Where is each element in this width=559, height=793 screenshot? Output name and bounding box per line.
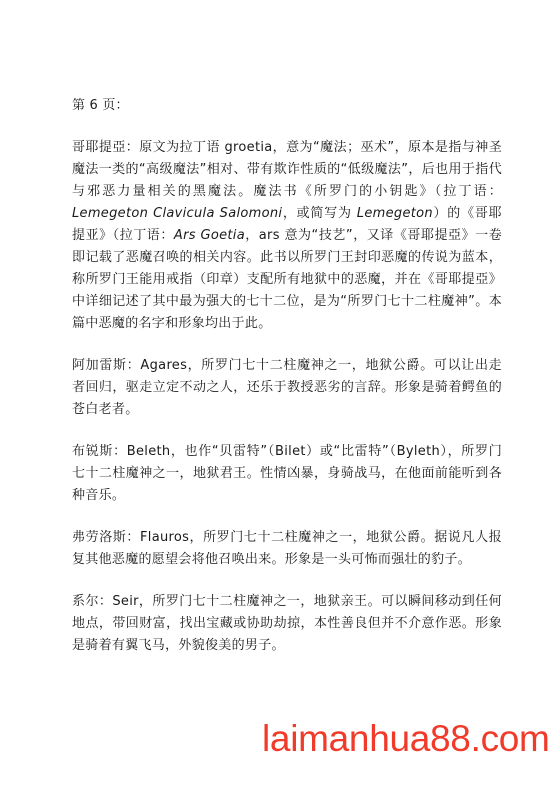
glossary-entry — [72, 527, 502, 571]
entry-text: ，或简写为 — [282, 206, 357, 221]
entry-text: 哥耶提亞：原文为拉丁语 groetia，意为“魔法；巫术”，原本是指与神圣魔法一类的“高级魔法”相对、带有欺诈性质的“低级魔法”，后也用于指代与邪恶力量相关的黑魔法。魔法书《所罗门的小钥匙》（拉丁语： — [72, 140, 502, 199]
glossary-entry — [72, 355, 502, 421]
latin-term: Ars Goetia — [173, 228, 245, 243]
document-page — [72, 95, 502, 677]
latin-term: Lemegeton Clavicula Salomoni — [72, 206, 283, 221]
entry-text: 阿加雷斯：Agares，所罗门七十二柱魔神之一，地狱公爵。可以让出走者回归，驱走立定不动之人，还乐于教授恶劣的言辞。形象是骑着鳄鱼的苍白老者。 — [72, 358, 502, 417]
entry-text: 弗劳洛斯：Flauros，所罗门七十二柱魔神之一，地狱公爵。据说凡人报复其他恶魔的愿望会将他召唤出来。形象是一头可怖而强壮的豹子。 — [72, 530, 502, 567]
entry-text: ）的《哥耶提亚》（拉丁语： — [72, 206, 502, 243]
glossary-entry — [72, 591, 502, 657]
entry-list — [72, 137, 502, 657]
glossary-entry — [72, 441, 502, 507]
entry-text: 系尔：Seir，所罗门七十二柱魔神之一，地狱亲王。可以瞬间移动到任何地点，带回财富，找出宝藏或协助劫掠，本性善良但并不介意作恶。形象是骑着有翼飞马，外貌俊美的男子。 — [72, 594, 502, 653]
glossary-entry — [72, 137, 502, 335]
entry-text: ，ars 意为“技艺”，又译《哥耶提亞》一卷即记载了恶魔召唤的相关内容。此书以所罗门王封印恶魔的传说为蓝本，称所罗门王能用戒指（印章）支配所有地狱中的恶魔，并在《哥耶提亞》中详细记述了其中最为强大的七十二位，是为“所罗门七十二柱魔神”。本篇中恶魔的名字和形象均出于此。 — [72, 228, 502, 331]
site-watermark: laimanhua88.com — [262, 718, 550, 759]
latin-term: Lemegeton — [356, 206, 433, 221]
page-heading: 第 6 页： — [72, 98, 129, 113]
entry-text: 布锐斯：Beleth，也作“贝雷特”（Bilet）或“比雷特”（Byleth），所罗门七十二柱魔神之一，地狱君王。性情凶暴，身骑战马，在他面前能听到各种音乐。 — [72, 444, 502, 503]
